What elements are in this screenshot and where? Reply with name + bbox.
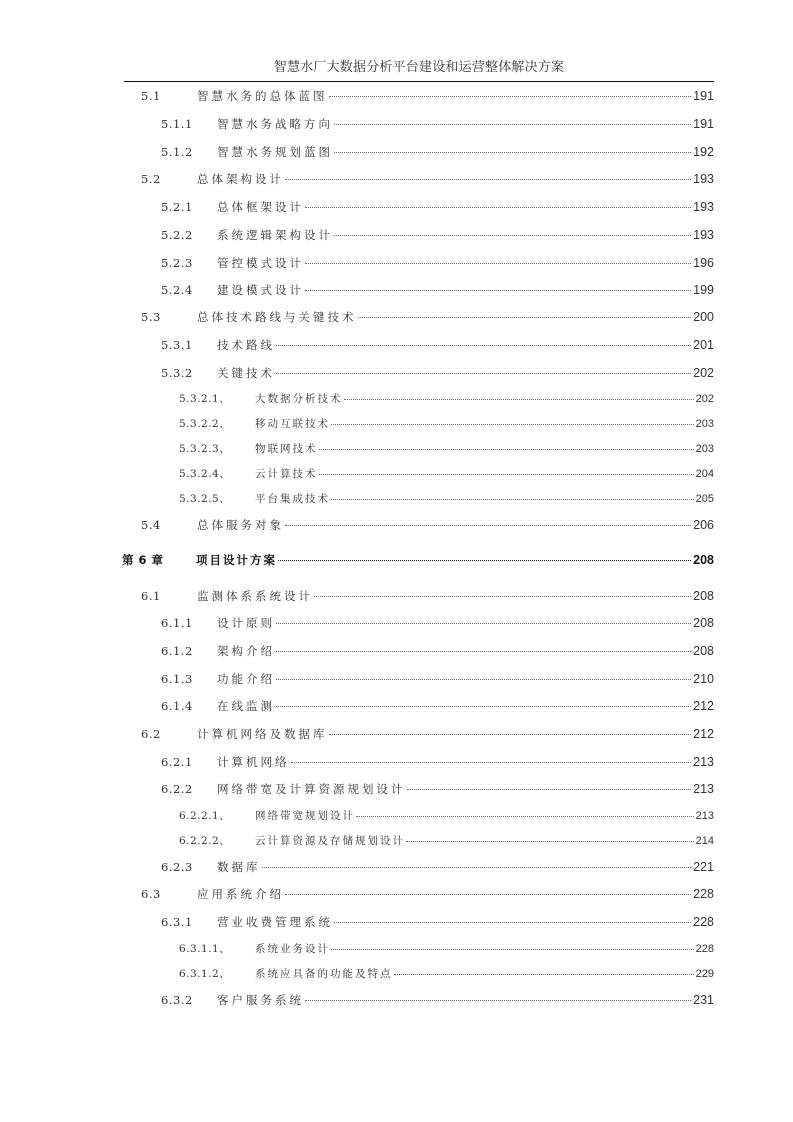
toc-entry-page: 199 [693, 283, 714, 297]
toc-entry-title: 智慧水务规划蓝图 [217, 145, 333, 159]
toc-entry-number: 5.3.2.4、 [179, 468, 231, 480]
dot-leader [276, 344, 691, 346]
toc-entry-title: 总体技术路线与关键技术 [197, 310, 357, 324]
dot-leader [394, 973, 694, 975]
toc-entry[interactable] [141, 170, 714, 188]
toc-entry-number: 5.3.2.5、 [179, 493, 231, 505]
toc-entry[interactable] [141, 87, 714, 105]
toc-entry-title: 系统逻辑架构设计 [217, 228, 333, 242]
toc-entry-title: 数据库 [217, 860, 261, 874]
dot-leader [276, 622, 691, 624]
toc-entry-number: 5.2.4 [161, 283, 193, 297]
toc-entry-page: 202 [695, 393, 714, 405]
toc-entry[interactable] [161, 254, 714, 272]
dot-leader [331, 423, 694, 425]
toc-entry[interactable] [161, 336, 714, 354]
toc-entry-title: 计算机网络 [217, 755, 290, 769]
toc-entry-number: 5.3.1 [161, 338, 193, 352]
toc-entry[interactable] [161, 642, 714, 660]
toc-entry-number: 6.3.1 [161, 915, 193, 929]
toc-entry-number: 6.1 [141, 589, 161, 603]
toc-entry-page: 221 [693, 860, 714, 874]
page-header-title: 智慧水厂大数据分析平台建设和运营整体解决方案 [273, 60, 565, 75]
toc-entry[interactable] [179, 490, 714, 508]
dot-leader [329, 733, 692, 735]
toc-entry[interactable] [161, 697, 714, 715]
toc-entry-page: 214 [695, 835, 714, 847]
toc-entry[interactable] [161, 670, 714, 688]
toc-entry-page: 206 [693, 518, 714, 532]
toc-entry-number: 6.1.1 [161, 616, 193, 630]
toc-chapter-page: 208 [693, 553, 714, 567]
toc-entry-page: 208 [693, 644, 714, 658]
toc-entry-page: 213 [693, 782, 714, 796]
toc-entry-page: 204 [695, 468, 714, 480]
toc-entry-page: 193 [693, 172, 714, 186]
toc-entry-page: 193 [693, 228, 714, 242]
toc-entry-title: 移动互联技术 [255, 418, 330, 430]
toc-entry-title: 客户服务系统 [217, 993, 304, 1007]
toc-entry-page: 191 [693, 117, 714, 131]
toc-entry-title: 云计算技术 [255, 468, 318, 480]
toc-entry[interactable] [161, 858, 714, 876]
toc-entry-number: 5.2.2 [161, 228, 193, 242]
dot-leader [276, 372, 691, 374]
toc-entry-title: 设计原则 [217, 616, 275, 630]
dot-leader [356, 815, 694, 817]
toc-entry-page: 213 [695, 810, 714, 822]
dot-leader [305, 289, 691, 291]
toc-entry-title: 大数据分析技术 [255, 393, 343, 405]
toc-entry[interactable] [161, 913, 714, 931]
toc-entry[interactable] [179, 440, 714, 458]
toc-entry-number: 5.1.1 [161, 117, 193, 131]
toc-entry-page: 203 [695, 418, 714, 430]
dot-leader [331, 948, 694, 950]
dot-leader [291, 761, 692, 763]
toc-entry-number: 6.2.3 [161, 860, 193, 874]
dot-leader [334, 921, 691, 923]
toc-entry[interactable] [141, 516, 714, 534]
toc-entry-page: 228 [693, 915, 714, 929]
toc-entry-number: 5.2.1 [161, 200, 193, 214]
toc-entry-number: 6.3 [141, 887, 161, 901]
toc-entry-title: 总体服务对象 [197, 518, 284, 532]
toc-entry-number: 5.3 [141, 310, 161, 324]
dot-leader [334, 123, 691, 125]
toc-entry-title: 应用系统介绍 [197, 887, 284, 901]
toc-entry[interactable] [141, 308, 714, 326]
dot-leader [334, 151, 691, 153]
toc-entry-page: 229 [695, 968, 714, 980]
toc-entry[interactable] [161, 115, 714, 133]
toc-entry[interactable] [179, 807, 714, 825]
dot-leader [331, 498, 694, 500]
dot-leader [305, 206, 691, 208]
toc-entry[interactable] [161, 226, 714, 244]
toc-entry[interactable] [179, 390, 714, 408]
dot-leader [262, 866, 692, 868]
toc-entry-title: 关键技术 [217, 366, 275, 380]
toc-entry-page: 202 [693, 366, 714, 380]
toc-entry-page: 213 [693, 755, 714, 769]
dot-leader [285, 178, 691, 180]
toc-entry-number: 6.2.1 [161, 755, 193, 769]
toc-entry-number: 6.1.3 [161, 672, 193, 686]
toc-entry-page: 212 [693, 699, 714, 713]
toc-entry-page: 200 [693, 310, 714, 324]
toc-entry[interactable] [179, 415, 714, 433]
toc-entry[interactable] [179, 940, 714, 958]
toc-entry-number: 6.2.2.2、 [179, 835, 231, 847]
toc-entry-title: 网络带宽规划设计 [255, 810, 355, 822]
toc-entry-title: 计算机网络及数据库 [197, 727, 328, 741]
toc-entry[interactable] [141, 885, 714, 903]
toc-entry-number: 6.2.2 [161, 782, 193, 796]
toc-entry-title: 架构介绍 [217, 644, 275, 658]
toc-entry[interactable] [161, 753, 714, 771]
toc-entry-page: 201 [693, 338, 714, 352]
dot-leader [305, 999, 691, 1001]
toc-entry[interactable] [141, 587, 714, 605]
dot-leader [344, 398, 694, 400]
toc-entry[interactable] [141, 725, 714, 743]
toc-entry-title: 网络带宽及计算资源规划设计 [217, 782, 406, 796]
toc-entry-page: 208 [693, 589, 714, 603]
toc-entry-page: 193 [693, 200, 714, 214]
toc-entry[interactable] [161, 198, 714, 216]
toc-entry-title: 平台集成技术 [255, 493, 330, 505]
header-divider [124, 81, 714, 82]
toc-entry-number: 5.2 [141, 172, 161, 186]
toc-entry-title: 云计算资源及存储规划设计 [255, 835, 405, 847]
toc-entry-number: 5.3.2.3、 [179, 443, 231, 455]
toc-entry-title: 物联网技术 [255, 443, 318, 455]
toc-entry-number: 5.2.3 [161, 256, 193, 270]
toc-entry-number: 6.2 [141, 727, 161, 741]
toc-entry[interactable] [161, 281, 714, 299]
toc-entry-number: 5.3.2.1、 [179, 393, 231, 405]
toc-entry-page: 208 [693, 616, 714, 630]
toc-entry-title: 总体框架设计 [217, 200, 304, 214]
toc-chapter-number: 第 6 章 [122, 553, 164, 567]
toc-entry-page: 191 [693, 89, 714, 103]
toc-entry-title: 智慧水务战略方向 [217, 117, 333, 131]
toc-entry-number: 6.3.2 [161, 993, 193, 1007]
toc-entry-page: 203 [695, 443, 714, 455]
toc-entry[interactable] [179, 965, 714, 983]
dot-leader [329, 95, 692, 97]
toc-entry[interactable] [179, 832, 714, 850]
toc-entry-title: 监测体系系统设计 [197, 589, 313, 603]
toc-entry-number: 5.3.2.2、 [179, 418, 231, 430]
toc-entry-title: 系统业务设计 [255, 943, 330, 955]
dot-leader [305, 262, 691, 264]
toc-entry[interactable] [161, 364, 714, 382]
toc-entry-number: 5.1 [141, 89, 161, 103]
toc-entry-title: 系统应具备的功能及特点 [255, 968, 393, 980]
toc-entry[interactable] [161, 780, 714, 798]
toc-entry-page: 196 [693, 256, 714, 270]
dot-leader [334, 234, 691, 236]
toc-entry-title: 营业收费管理系统 [217, 915, 333, 929]
dot-leader [406, 840, 694, 842]
toc-entry-number: 6.1.2 [161, 644, 193, 658]
toc-entry-title: 技术路线 [217, 338, 275, 352]
toc-entry-page: 228 [695, 943, 714, 955]
toc-entry-title: 建设模式设计 [217, 283, 304, 297]
toc-entry-title: 总体架构设计 [197, 172, 284, 186]
toc-entry-page: 192 [693, 145, 714, 159]
toc-entry-number: 6.1.4 [161, 699, 193, 713]
toc-entry-number: 5.4 [141, 518, 161, 532]
dot-leader [276, 705, 691, 707]
toc-entry-number: 5.1.2 [161, 145, 193, 159]
toc-entry[interactable] [161, 614, 714, 632]
toc-entry[interactable] [161, 143, 714, 161]
dot-leader [319, 448, 694, 450]
toc-entry-title: 在线监测 [217, 699, 275, 713]
toc-entry-page: 205 [695, 493, 714, 505]
dot-leader [314, 595, 691, 597]
toc-entry-page: 212 [693, 727, 714, 741]
toc-entry-number: 5.3.2 [161, 366, 193, 380]
dot-leader [285, 893, 691, 895]
toc-entry[interactable] [179, 465, 714, 483]
dot-leader [278, 559, 691, 561]
toc-entry-title: 智慧水务的总体蓝图 [197, 89, 328, 103]
toc-entry-title: 管控模式设计 [217, 256, 304, 270]
toc-entry-number: 6.2.2.1、 [179, 810, 231, 822]
toc-chapter-entry[interactable] [122, 551, 714, 569]
dot-leader [319, 473, 694, 475]
toc-entry-page: 210 [693, 672, 714, 686]
toc-entry-page: 228 [693, 887, 714, 901]
dot-leader [276, 650, 691, 652]
toc-entry-number: 6.3.1.1、 [179, 943, 231, 955]
toc-chapter-title: 项目设计方案 [196, 553, 277, 567]
toc-entry-page: 231 [693, 993, 714, 1007]
dot-leader [276, 678, 691, 680]
toc-entry[interactable] [161, 991, 714, 1009]
toc-entry-number: 6.3.1.2、 [179, 968, 231, 980]
dot-leader [358, 316, 692, 318]
toc-entry-title: 功能介绍 [217, 672, 275, 686]
dot-leader [407, 788, 692, 790]
dot-leader [285, 524, 691, 526]
